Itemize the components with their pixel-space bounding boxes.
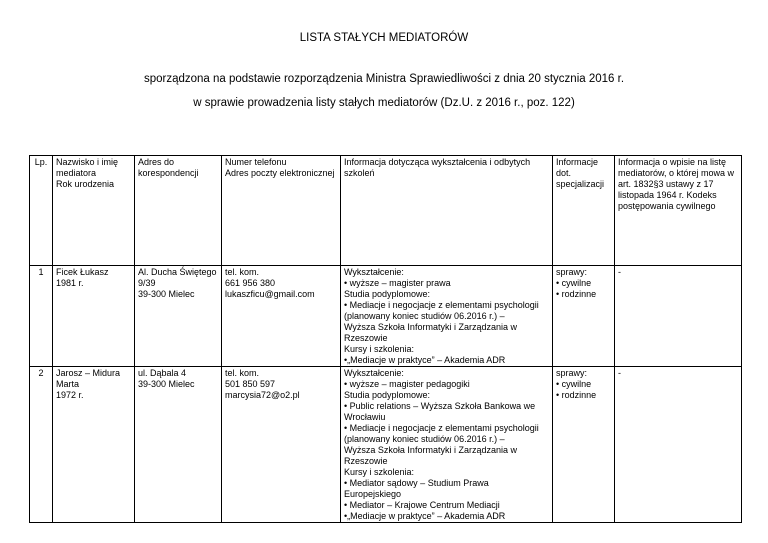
table-row bbox=[30, 367, 742, 523]
header-registry-info: Informacja o wpisie na listę mediatorów, o której mowa w art. 1832§3 ustawy z 17 listopada 1964 r. Kodeks postępowania cywilnego bbox=[615, 156, 742, 266]
header-specialization: Informacje dot. specjalizacji bbox=[553, 156, 615, 266]
document-title: LISTA STAŁYCH MEDIATORÓW bbox=[299, 32, 469, 44]
cell-lp: 2 bbox=[30, 367, 53, 523]
header-address: Adres do korespondencji bbox=[135, 156, 222, 266]
cell-lp: 1 bbox=[30, 266, 53, 367]
cell-name: Jarosz – Midura Marta 1972 r. bbox=[53, 367, 135, 523]
cell-phone: tel. kom. 661 956 380 lukaszficu@gmail.com bbox=[222, 266, 341, 367]
header-education: Informacja dotycząca wykształcenia i odbytych szkoleń bbox=[341, 156, 553, 266]
cell-address: Al. Ducha Świętego 9/39 39-300 Mielec bbox=[135, 266, 222, 367]
mediators-table bbox=[29, 155, 742, 523]
cell-registry-info: - bbox=[615, 266, 742, 367]
cell-name: Ficek Łukasz 1981 r. bbox=[53, 266, 135, 367]
document-subtitle-line-2: w sprawie prowadzenia listy stałych mediatorów (Dz.U. z 2016 r., poz. 122) bbox=[193, 97, 575, 109]
cell-address: ul. Dąbala 4 39-300 Mielec bbox=[135, 367, 222, 523]
document-subtitle-line-1: sporządzona na podstawie rozporządzenia Ministra Sprawiedliwości z dnia 20 stycznia 2016 r. bbox=[143, 73, 625, 85]
cell-specialization: sprawy: • cywilne • rodzinne bbox=[553, 367, 615, 523]
cell-specialization: sprawy: • cywilne • rodzinne bbox=[553, 266, 615, 367]
table-row bbox=[30, 266, 742, 367]
cell-phone: tel. kom. 501 850 597 marcysia72@o2.pl bbox=[222, 367, 341, 523]
cell-registry-info: - bbox=[615, 367, 742, 523]
header-lp: Lp. bbox=[30, 156, 53, 266]
cell-education: Wykształcenie: • wyższe – magister pedagogiki Studia podyplomowe: • Public relations – Wyższa Szkoła Bankowa we Wrocławiu • Mediacje i negocjacje z elementami psychologii (planowany koniec studiów 06.2016 r.) – Wyższa Szkoła Informatyki i Zarządzania w Rzeszowie Kursy i szkolenia: • Mediator sądowy – Studium Prawa Europejskiego • Mediator – Krajowe Centrum Mediacji •„Mediacje w praktyce” – Akademia ADR bbox=[341, 367, 553, 523]
header-phone: Numer telefonu Adres poczty elektronicznej bbox=[222, 156, 341, 266]
cell-education: Wykształcenie: • wyższe – magister prawa Studia podyplomowe: • Mediacje i negocjacje z elementami psychologii (planowany koniec studiów 06.2016 r.) – Wyższa Szkoła Informatyki i Zarządzania w Rzeszowie Kursy i szkolenia: •„Mediacje w praktyce” – Akademia ADR bbox=[341, 266, 553, 367]
header-name: Nazwisko i imię mediatora Rok urodzenia bbox=[53, 156, 135, 266]
table-header-row bbox=[30, 156, 742, 266]
